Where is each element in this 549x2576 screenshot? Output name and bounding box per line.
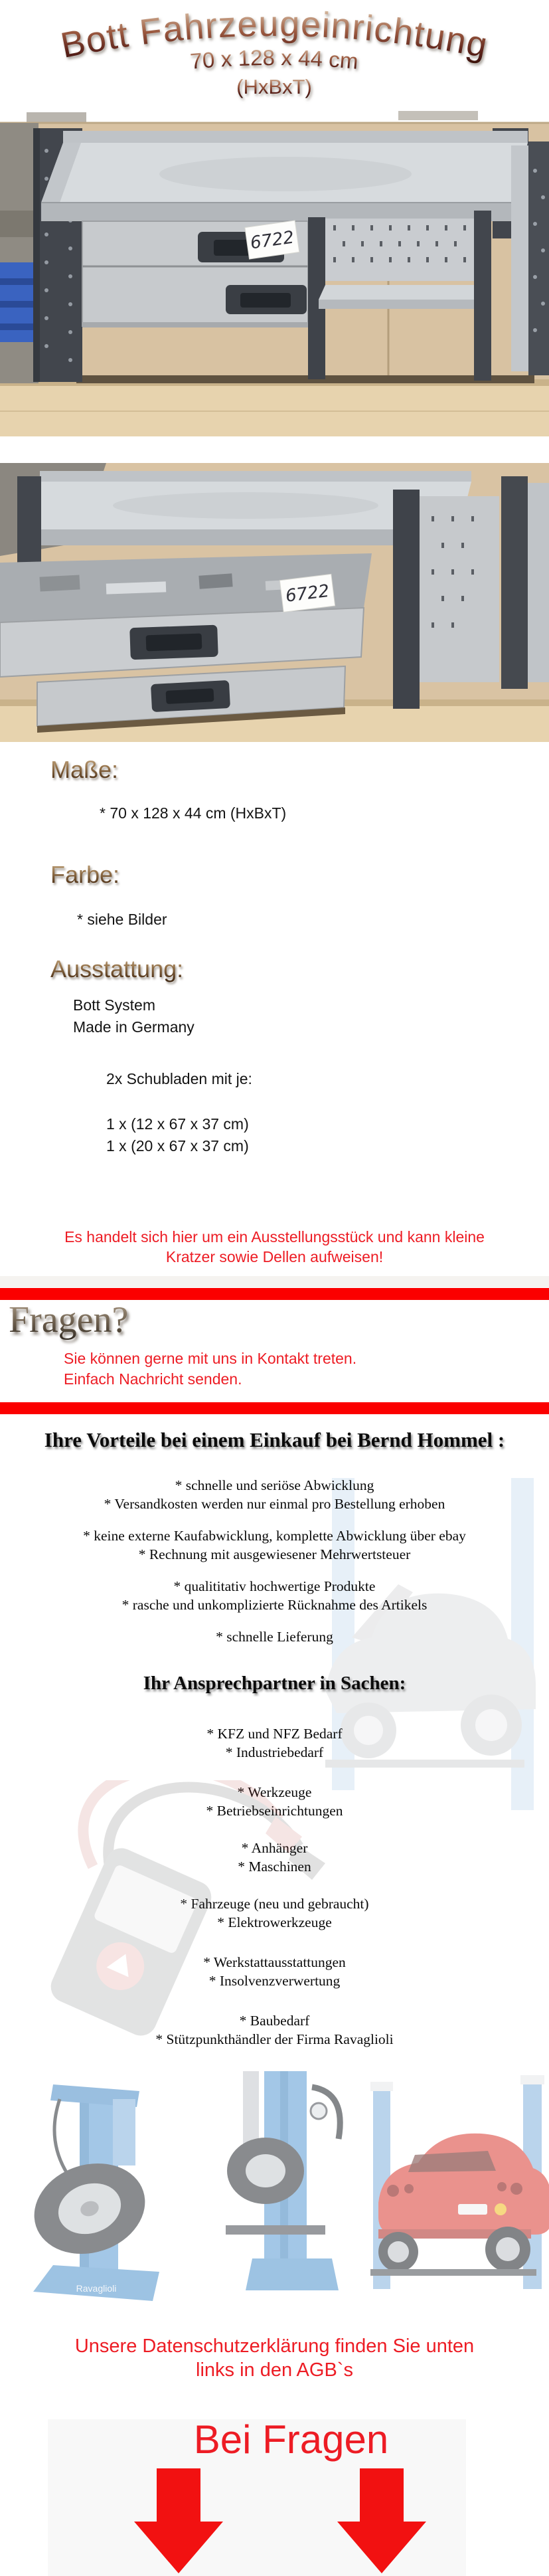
down-arrow-left-icon bbox=[134, 2468, 223, 2573]
bullet-line: * KFZ und NFZ Bedarf bbox=[206, 1726, 343, 1742]
condition-notice bbox=[0, 1227, 549, 1267]
ansprechpartner-heading: Ihr Ansprechpartner in Sachen: bbox=[143, 1673, 406, 1694]
machines-photo-row bbox=[0, 2067, 549, 2328]
handwritten-label bbox=[279, 574, 335, 612]
notice-line: Es handelt sich hier um ein Ausstellungsstück und kann kleine bbox=[64, 1228, 485, 1245]
vorteile-group bbox=[0, 1476, 549, 1513]
open-compartment bbox=[319, 219, 481, 309]
left-upright bbox=[17, 476, 41, 563]
bullet-line: * Fahrzeuge (neu und gebraucht) bbox=[180, 1896, 369, 1912]
header-title-art bbox=[0, 0, 549, 106]
schubladen-items bbox=[106, 1113, 249, 1157]
drawer-handle bbox=[129, 625, 218, 660]
ausstattung-line: Made in Germany bbox=[73, 1018, 195, 1036]
vorteile-heading: Ihre Vorteile bei einem Einkauf bei Bernd Hommel : bbox=[44, 1428, 505, 1451]
open-drawer bbox=[0, 553, 372, 677]
bullet-line: * Baubedarf bbox=[239, 2013, 310, 2029]
machine-brand-label: Ravaglioli bbox=[76, 2283, 117, 2294]
masse-heading: Maße: bbox=[50, 756, 119, 783]
tire-changer-image bbox=[23, 2084, 159, 2301]
schublade-item: 1 x (20 x 67 x 37 cm) bbox=[106, 1137, 249, 1154]
bullet-line: * Betriebseinrichtungen bbox=[206, 1803, 343, 1819]
bullet-line: * Werkstattausstattungen bbox=[203, 1954, 346, 1970]
privacy-line: Unsere Datenschutzerklärung finden Sie unten bbox=[74, 2336, 475, 2357]
schubladen-intro: 2x Schubladen mit je: bbox=[106, 1070, 252, 1087]
schublade-item: 1 x (12 x 67 x 37 cm) bbox=[106, 1115, 249, 1133]
vorteile-group bbox=[0, 1627, 549, 1646]
battery-tester-watermark-image bbox=[0, 1780, 345, 2066]
right-perforated-panel bbox=[528, 141, 549, 375]
middle-shelf bbox=[319, 285, 481, 300]
bullet-line: * Anhänger bbox=[241, 1840, 308, 1856]
background-equipment bbox=[27, 112, 86, 123]
down-arrow-right-icon bbox=[337, 2468, 426, 2573]
fragen-contact-lines bbox=[64, 1348, 356, 1390]
farbe-heading: Farbe: bbox=[50, 861, 120, 888]
product-photo-open-drawer bbox=[0, 463, 549, 742]
tire-mounting-machine-image bbox=[226, 2071, 340, 2290]
bullet-line: * qualititativ hochwertige Produkte bbox=[173, 1578, 376, 1594]
product-photo-closed-unit bbox=[0, 111, 549, 436]
fragen-line: Einfach Nachricht senden. bbox=[64, 1370, 242, 1388]
notice-line: Kratzer sowie Dellen aufweisen! bbox=[165, 1248, 384, 1265]
ausstattung-heading: Ausstattung: bbox=[50, 955, 184, 982]
privacy-line: links in den AGB`s bbox=[196, 2359, 353, 2381]
ausstattung-lines bbox=[73, 994, 195, 1038]
masse-value: * 70 x 128 x 44 cm (HxBxT) bbox=[100, 804, 287, 822]
back-panel bbox=[420, 496, 499, 682]
soft-divider-band bbox=[0, 1276, 549, 1287]
bullet-line: * Industriebedarf bbox=[225, 1744, 324, 1760]
car-on-lift-image bbox=[370, 2075, 549, 2289]
fragen-line: Sie können gerne mit uns in Kontakt treten. bbox=[64, 1350, 357, 1367]
right-upright bbox=[393, 490, 420, 709]
label-number: 6722 bbox=[284, 581, 331, 606]
vorteile-group bbox=[0, 1526, 549, 1564]
privacy-note bbox=[0, 2334, 549, 2382]
bullet-line: * Rechnung mit ausgewiesener Mehrwertsteuer bbox=[138, 1546, 411, 1562]
right-dark-panel bbox=[501, 476, 528, 689]
page-subtitle-dimensions: 70 x 128 x 44 cm bbox=[189, 45, 359, 74]
bei-fragen-heading: Bei Fragen bbox=[193, 2417, 389, 2462]
bullet-line: * rasche und unkomplizierte Rücknahme des Artikels bbox=[121, 1597, 428, 1613]
blue-pallet bbox=[0, 262, 36, 342]
bullet-line: * Stützpunkthändler der Firma Ravaglioli bbox=[155, 2031, 394, 2047]
bullet-line: * Elektrowerkzeuge bbox=[217, 1914, 332, 1930]
farbe-value: * siehe Bilder bbox=[77, 911, 167, 928]
vorteile-group bbox=[0, 1577, 549, 1614]
page-title: Bott Fahrzeugeinrichtung bbox=[57, 3, 492, 66]
handwritten-label bbox=[245, 221, 299, 259]
bullet-line: * Insolvenzverwertung bbox=[208, 1973, 341, 1989]
dimension-note: (HxBxT) bbox=[236, 75, 312, 98]
bullet-line: * schnelle Lieferung bbox=[216, 1629, 333, 1645]
warehouse-floor bbox=[0, 123, 39, 383]
fragen-heading: Fragen? bbox=[9, 1299, 129, 1340]
bullet-line: * keine externe Kaufabwicklung, komplette Abwicklung über ebay bbox=[83, 1528, 466, 1544]
bullet-line: * Werkzeuge bbox=[237, 1784, 312, 1800]
red-divider-bar-bottom bbox=[0, 1402, 549, 1414]
top-tray bbox=[41, 131, 528, 221]
bullet-line: * Versandkosten werden nur einmal pro Bestellung erhoben bbox=[104, 1496, 445, 1512]
ausstattung-line: Bott System bbox=[73, 996, 155, 1014]
ansprechpartner-group bbox=[0, 1724, 549, 1762]
label-number: 6722 bbox=[249, 227, 295, 254]
bullet-line: * schnelle und seriöse Abwicklung bbox=[175, 1477, 374, 1493]
bullet-line: * Maschinen bbox=[238, 1859, 311, 1875]
down-arrows-graphic bbox=[0, 2466, 549, 2576]
svg-text:70 x 128 x 44 cm bbox=[189, 45, 359, 74]
